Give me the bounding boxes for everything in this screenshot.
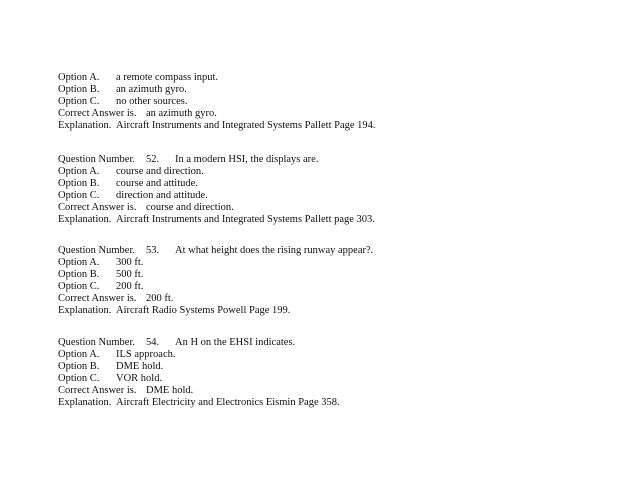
option-text: an azimuth gyro. bbox=[116, 84, 187, 95]
question-number: 54. bbox=[146, 337, 160, 348]
option-a-row bbox=[58, 166, 204, 178]
correct-answer-text: course and direction. bbox=[146, 202, 234, 213]
option-c-row bbox=[58, 96, 188, 108]
explanation-text: Aircraft Electricity and Electronics Eismin Page 358. bbox=[116, 397, 340, 408]
correct-answer-label: Correct Answer is. bbox=[58, 293, 137, 304]
correct-answer-text: an azimuth gyro. bbox=[146, 108, 217, 119]
explanation-row bbox=[58, 120, 376, 132]
option-a-row bbox=[58, 72, 219, 84]
question-text: An H on the EHSI indicates. bbox=[175, 337, 296, 348]
question-text: At what height does the rising runway appear?. bbox=[175, 245, 374, 256]
correct-answer-row bbox=[58, 202, 234, 214]
option-label: Option C. bbox=[58, 373, 100, 384]
option-c-row bbox=[58, 190, 208, 202]
correct-answer-row bbox=[58, 385, 194, 397]
explanation-label: Explanation. bbox=[58, 214, 112, 225]
option-text: 300 ft. bbox=[116, 257, 144, 268]
option-a-row bbox=[58, 349, 176, 361]
option-label: Option B. bbox=[58, 178, 100, 189]
correct-answer-row bbox=[58, 293, 174, 305]
explanation-label: Explanation. bbox=[58, 305, 112, 316]
option-text: a remote compass input. bbox=[116, 72, 219, 83]
option-b-row bbox=[58, 361, 164, 373]
option-label: Option A. bbox=[58, 72, 100, 83]
option-label: Option C. bbox=[58, 96, 100, 107]
option-text: course and attitude. bbox=[116, 178, 198, 189]
explanation-text: Aircraft Radio Systems Powell Page 199. bbox=[116, 305, 291, 316]
correct-answer-text: 200 ft. bbox=[146, 293, 174, 304]
option-label: Option C. bbox=[58, 281, 100, 292]
option-label: Option B. bbox=[58, 84, 100, 95]
option-c-row bbox=[58, 373, 163, 385]
option-b-row bbox=[58, 84, 187, 96]
option-text: DME hold. bbox=[116, 361, 164, 372]
question-row bbox=[58, 154, 319, 166]
option-text: VOR hold. bbox=[116, 373, 163, 384]
option-text: no other sources. bbox=[116, 96, 188, 107]
option-label: Option A. bbox=[58, 349, 100, 360]
option-text: 500 ft. bbox=[116, 269, 144, 280]
option-label: Option A. bbox=[58, 166, 100, 177]
correct-answer-text: DME hold. bbox=[146, 385, 194, 396]
question-row bbox=[58, 337, 296, 349]
question-label: Question Number. bbox=[58, 245, 135, 256]
option-text: 200 ft. bbox=[116, 281, 144, 292]
question-number: 53. bbox=[146, 245, 160, 256]
option-b-row bbox=[58, 269, 144, 281]
correct-answer-label: Correct Answer is. bbox=[58, 108, 137, 119]
option-label: Option C. bbox=[58, 190, 100, 201]
question-row bbox=[58, 245, 374, 257]
explanation-label: Explanation. bbox=[58, 397, 112, 408]
correct-answer-label: Correct Answer is. bbox=[58, 202, 137, 213]
explanation-row bbox=[58, 397, 340, 409]
correct-answer-row bbox=[58, 108, 217, 120]
option-b-row bbox=[58, 178, 198, 190]
option-c-row bbox=[58, 281, 144, 293]
explanation-row bbox=[58, 305, 291, 317]
option-label: Option B. bbox=[58, 361, 100, 372]
explanation-text: Aircraft Instruments and Integrated Systems Pallett page 303. bbox=[116, 214, 375, 225]
option-label: Option A. bbox=[58, 257, 100, 268]
option-text: direction and attitude. bbox=[116, 190, 208, 201]
question-number: 52. bbox=[146, 154, 160, 165]
option-label: Option B. bbox=[58, 269, 100, 280]
explanation-row bbox=[58, 214, 375, 226]
correct-answer-label: Correct Answer is. bbox=[58, 385, 137, 396]
explanation-text: Aircraft Instruments and Integrated Systems Pallett Page 194. bbox=[116, 120, 376, 131]
question-label: Question Number. bbox=[58, 337, 135, 348]
explanation-label: Explanation. bbox=[58, 120, 112, 131]
option-a-row bbox=[58, 257, 144, 269]
option-text: ILS approach. bbox=[116, 349, 176, 360]
question-text: In a modern HSI, the displays are. bbox=[175, 154, 319, 165]
option-text: course and direction. bbox=[116, 166, 204, 177]
question-label: Question Number. bbox=[58, 154, 135, 165]
